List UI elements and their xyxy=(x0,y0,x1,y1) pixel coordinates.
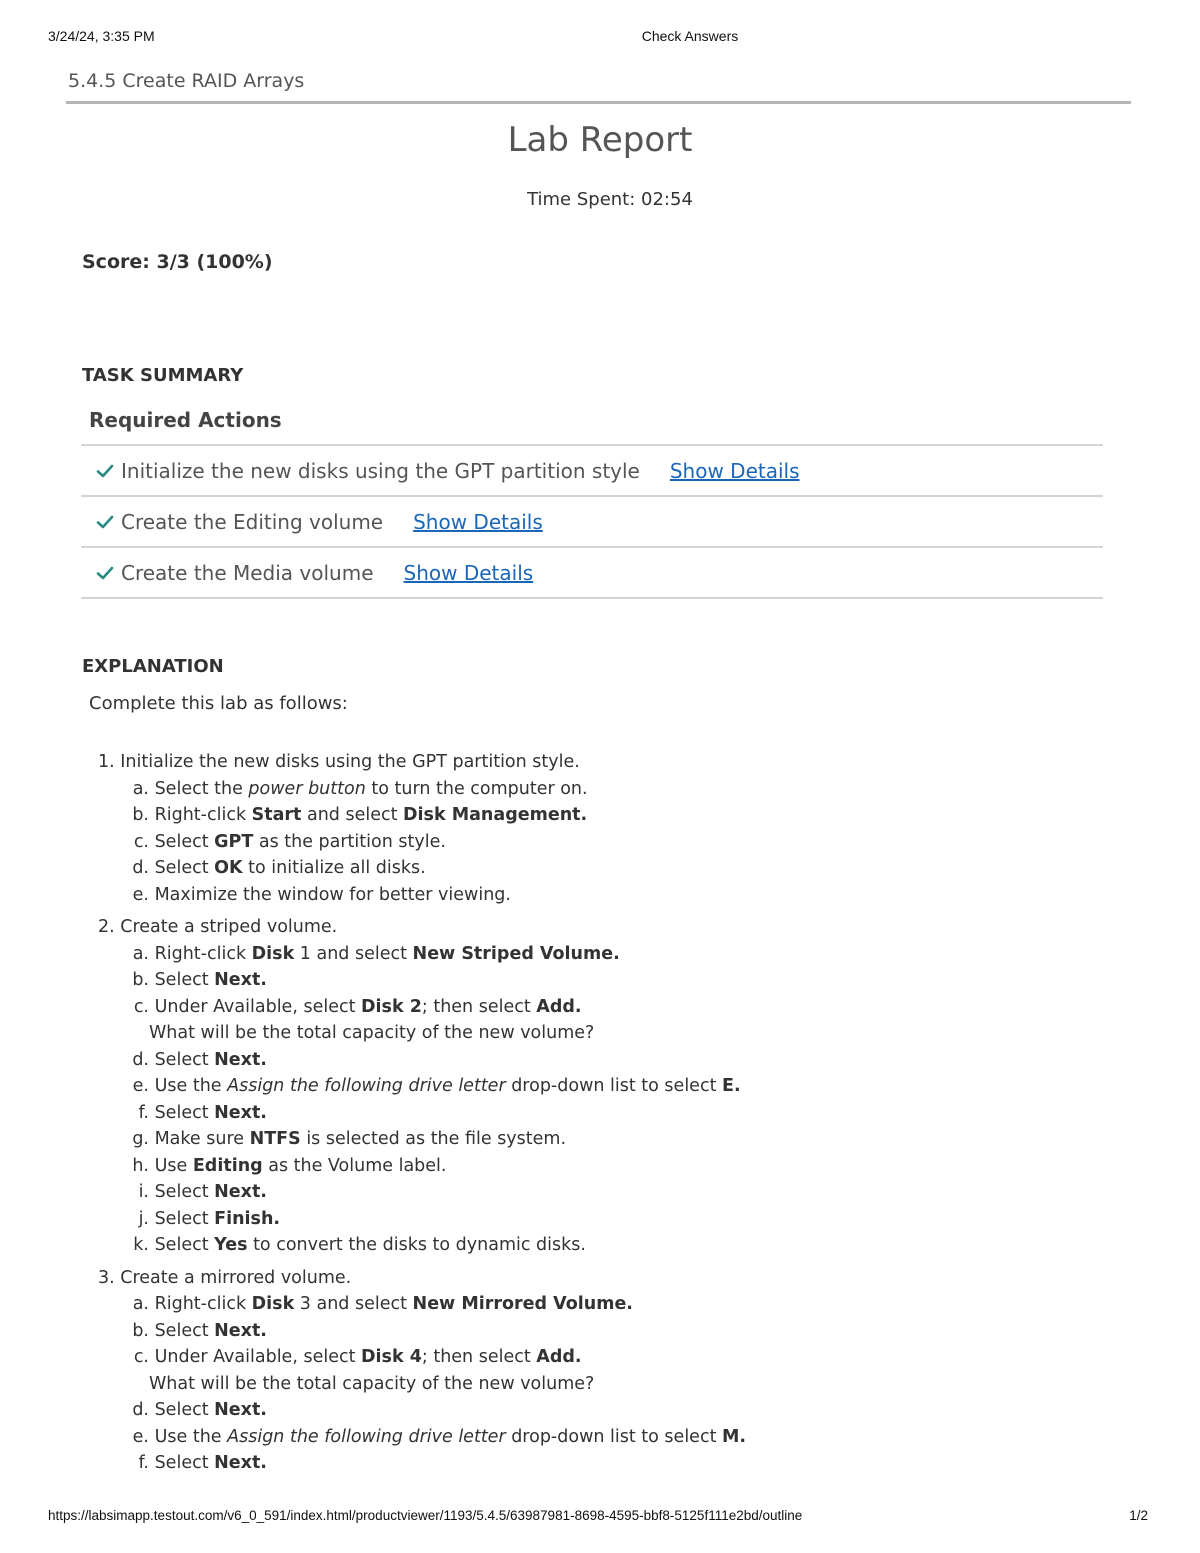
substep-text: 3 and select xyxy=(294,1294,413,1314)
emphasis-bold: Add. xyxy=(536,1347,582,1367)
emphasis-bold: Start xyxy=(251,805,302,825)
show-details-link[interactable]: Show Details xyxy=(669,458,800,483)
emphasis-bold: Next. xyxy=(214,1102,267,1123)
emphasis-bold: Yes xyxy=(214,1235,248,1255)
substep xyxy=(98,1126,746,1153)
substep xyxy=(98,1179,746,1206)
substep-text: drop-down list to select xyxy=(505,1076,722,1096)
substep-text: Select xyxy=(154,970,215,990)
show-details-link[interactable]: Show Details xyxy=(413,509,543,534)
substep-text: is selected as the file system. xyxy=(300,1129,567,1149)
substep-text: Under Available, select xyxy=(154,996,362,1017)
substep-letter: e. xyxy=(132,1076,149,1096)
substep xyxy=(98,967,746,994)
emphasis-bold: Editing xyxy=(192,1155,263,1176)
emphasis-bold: Next. xyxy=(214,1182,267,1202)
substep xyxy=(98,994,746,1021)
print-page-title: Check Answers xyxy=(641,28,739,44)
substep-text: to turn the computer on. xyxy=(365,778,588,799)
substep xyxy=(98,1047,746,1074)
substep-text: Select xyxy=(154,858,215,878)
substep-letter: d. xyxy=(132,858,149,878)
breadcrumb: 5.4.5 Create RAID Arrays xyxy=(68,70,305,92)
substep-letter: h. xyxy=(132,1155,149,1176)
emphasis-bold: E. xyxy=(722,1076,741,1096)
emphasis-bold: M. xyxy=(722,1426,747,1447)
action-row xyxy=(81,446,1103,497)
substep-letter: a. xyxy=(132,1294,149,1314)
substep xyxy=(98,1344,746,1371)
substep-text: Select xyxy=(154,831,215,852)
substep-letter: b. xyxy=(132,1320,149,1341)
action-row xyxy=(81,497,1103,548)
emphasis-italic: Assign the following drive letter xyxy=(227,1076,506,1096)
print-date: 3/24/24, 3:35 PM xyxy=(48,28,155,44)
step-3 xyxy=(98,1265,746,1477)
substep-letter: b. xyxy=(132,805,149,825)
action-text: Create the Editing volume xyxy=(121,509,384,534)
show-details-link[interactable]: Show Details xyxy=(403,560,534,585)
emphasis-bold: New Striped Volume. xyxy=(412,943,620,964)
substep-text: ; then select xyxy=(421,996,537,1017)
substep-text: Select xyxy=(154,1400,215,1420)
substep-letter: b. xyxy=(132,970,149,990)
emphasis-bold: Disk xyxy=(251,943,295,964)
substep xyxy=(98,1153,746,1180)
check-icon xyxy=(95,461,115,481)
required-actions-list xyxy=(81,444,1103,599)
substep xyxy=(98,1073,746,1100)
substep-letter: e. xyxy=(132,1426,149,1447)
step-2 xyxy=(98,914,746,1259)
substep-text: Select xyxy=(154,1320,215,1341)
check-icon xyxy=(95,563,115,583)
page-number: 1/2 xyxy=(1129,1508,1148,1523)
emphasis-bold: Disk 2 xyxy=(361,996,422,1017)
score: Score: 3/3 (100%) xyxy=(82,251,273,273)
emphasis-italic: Assign the following drive letter xyxy=(227,1426,506,1447)
substep xyxy=(98,829,746,856)
substep xyxy=(98,855,746,882)
substep-text: Make sure xyxy=(154,1129,250,1149)
step-title: 1. Initialize the new disks using the GPT partition style. xyxy=(98,752,580,772)
substep-text: Right-click xyxy=(154,943,252,964)
header-divider xyxy=(66,101,1131,104)
task-summary-label: TASK SUMMARY xyxy=(82,365,244,386)
substep-text: Select the xyxy=(154,778,249,799)
check-icon xyxy=(95,512,115,532)
emphasis-bold: GPT xyxy=(214,831,254,852)
substep-text: Select xyxy=(154,1235,215,1255)
substep-text: Select xyxy=(154,1453,215,1473)
substep-text: Select xyxy=(154,1182,215,1202)
substep-letter: a. xyxy=(132,778,149,799)
substep-text: Select xyxy=(154,1102,215,1123)
substep xyxy=(98,1206,746,1233)
substep-letter: i. xyxy=(138,1182,149,1202)
substep xyxy=(98,1232,746,1259)
substep-text: Use the xyxy=(154,1076,228,1096)
required-actions-heading: Required Actions xyxy=(89,408,282,432)
substep-letter: d. xyxy=(132,1049,149,1070)
substep-text: drop-down list to select xyxy=(505,1426,722,1447)
substep xyxy=(98,941,746,968)
emphasis-bold: Next. xyxy=(214,1049,267,1070)
time-spent: Time Spent: 02:54 xyxy=(527,189,693,210)
substep xyxy=(98,1397,746,1424)
emphasis-bold: Next. xyxy=(214,1400,267,1420)
substep xyxy=(98,1318,746,1345)
substep-text: Right-click xyxy=(154,805,252,825)
emphasis-bold: Disk xyxy=(251,1294,295,1314)
substep-question: What will be the total capacity of the new volume? xyxy=(149,1023,595,1043)
emphasis-bold: Next. xyxy=(214,1320,267,1341)
substep xyxy=(98,802,746,829)
substep-letter: c. xyxy=(133,996,149,1017)
page-url: https://labsimapp.testout.com/v6_0_591/index.html/productviewer/1193/5.4.5/63987981-8698-4595-bbf8-5125f111e2bd/outline xyxy=(48,1508,803,1523)
emphasis-italic: power button xyxy=(248,778,366,799)
substep xyxy=(98,1291,746,1318)
substep-text: to convert the disks to dynamic disks. xyxy=(247,1235,586,1255)
emphasis-bold: Next. xyxy=(214,970,267,990)
step-1 xyxy=(98,749,746,908)
substep-letter: a. xyxy=(132,943,149,964)
substep-text: ; then select xyxy=(421,1347,537,1367)
emphasis-bold: Next. xyxy=(214,1453,267,1473)
substep-text: 1 and select xyxy=(294,943,413,964)
substep-letter: d. xyxy=(132,1400,149,1420)
substep-text: Maximize the window for better viewing. xyxy=(154,884,511,905)
emphasis-bold: New Mirrored Volume. xyxy=(412,1294,633,1314)
emphasis-bold: Finish. xyxy=(214,1208,281,1229)
instruction-steps xyxy=(98,749,746,1483)
emphasis-bold: Disk 4 xyxy=(361,1347,422,1367)
substep-text: as the partition style. xyxy=(253,831,446,852)
step-title: 2. Create a striped volume. xyxy=(98,917,338,937)
substep xyxy=(98,1424,746,1451)
substep-text: to initialize all disks. xyxy=(242,858,426,878)
emphasis-bold: Add. xyxy=(536,996,582,1017)
emphasis-bold: NTFS xyxy=(249,1129,301,1149)
substep-text: Use xyxy=(154,1155,193,1176)
action-text: Initialize the new disks using the GPT partition style xyxy=(121,458,640,483)
substep-text: Under Available, select xyxy=(154,1347,362,1367)
substep xyxy=(98,882,746,909)
substep xyxy=(98,1450,746,1477)
substep-text: Select xyxy=(154,1208,215,1229)
substep xyxy=(98,776,746,803)
action-row xyxy=(81,548,1103,599)
substep-letter: k. xyxy=(133,1235,149,1255)
substep-text: and select xyxy=(301,805,404,825)
emphasis-bold: Disk Management. xyxy=(403,805,588,825)
substep-letter: c. xyxy=(133,1347,149,1367)
substep-text: Use the xyxy=(154,1426,228,1447)
substep-letter: c. xyxy=(133,831,149,852)
step-title: 3. Create a mirrored volume. xyxy=(98,1267,352,1288)
substep-letter: g. xyxy=(132,1129,149,1149)
page-title: Lab Report xyxy=(507,120,693,160)
substep xyxy=(98,1100,746,1127)
substep-letter: j. xyxy=(138,1208,149,1229)
substep-letter: e. xyxy=(132,884,149,905)
substep-letter: f. xyxy=(138,1453,149,1473)
substep-text: Select xyxy=(154,1049,215,1070)
substep-text: Right-click xyxy=(154,1294,252,1314)
emphasis-bold: OK xyxy=(214,858,243,878)
explanation-label: EXPLANATION xyxy=(82,656,224,677)
explanation-intro: Complete this lab as follows: xyxy=(89,693,348,714)
substep-text: as the Volume label. xyxy=(262,1155,447,1176)
action-text: Create the Media volume xyxy=(121,560,374,585)
substep-letter: f. xyxy=(138,1102,149,1123)
substep-question: What will be the total capacity of the new volume? xyxy=(149,1373,595,1394)
